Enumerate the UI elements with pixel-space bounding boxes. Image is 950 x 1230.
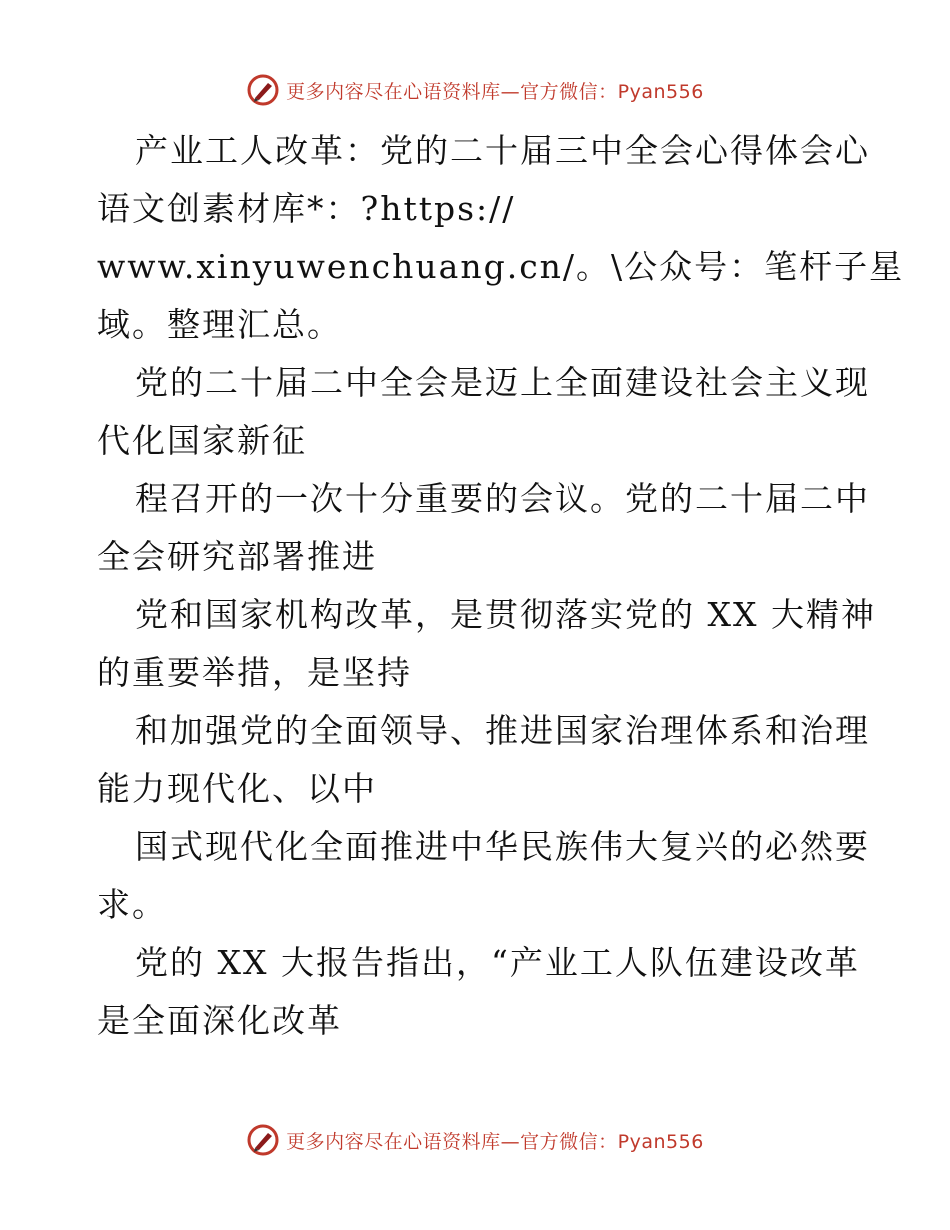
header-banner (0, 70, 950, 110)
text-line: 域。整理汇总。 (97, 305, 342, 344)
text-line: 党和国家机构改革，是贯彻落实党的 XX 大精神 (135, 595, 876, 634)
text-line: 语文创素材库*：?https:// (97, 189, 516, 228)
text-line: 能力现代化、以中 (97, 769, 377, 808)
text-line: 国式现代化全面推进中华民族伟大复兴的必然要 (135, 827, 870, 866)
text-line: 是全面深化改革 (97, 1001, 342, 1040)
text-line: 党的 XX 大报告指出，“产业工人队伍建设改革 (135, 943, 860, 982)
text-line: 程召开的一次十分重要的会议。党的二十届二中 (135, 479, 870, 518)
text-line: 的重要举措，是坚持 (97, 653, 412, 692)
text-line: www.xinyuwenchuang.cn/。\公众号：笔杆子星 (97, 247, 905, 286)
text-line: 党的二十届二中全会是迈上全面建设社会主义现 (135, 363, 870, 402)
text-line: 全会研究部署推进 (97, 537, 377, 576)
text-line: 代化国家新征 (97, 421, 307, 460)
text-line: 产业工人改革：党的二十届三中全会心得体会心 (135, 131, 870, 170)
header-banner-text: 更多内容尽在心语资料库—官方微信：Pyan556 (286, 80, 704, 103)
footer-banner-text: 更多内容尽在心语资料库—官方微信：Pyan556 (286, 1130, 704, 1153)
text-line: 求。 (97, 885, 167, 924)
pen-logo-icon (246, 73, 280, 107)
pen-logo-icon (246, 1123, 280, 1157)
document-body (97, 122, 905, 1050)
footer-banner (0, 1120, 950, 1160)
text-line: 和加强党的全面领导、推进国家治理体系和治理 (135, 711, 870, 750)
